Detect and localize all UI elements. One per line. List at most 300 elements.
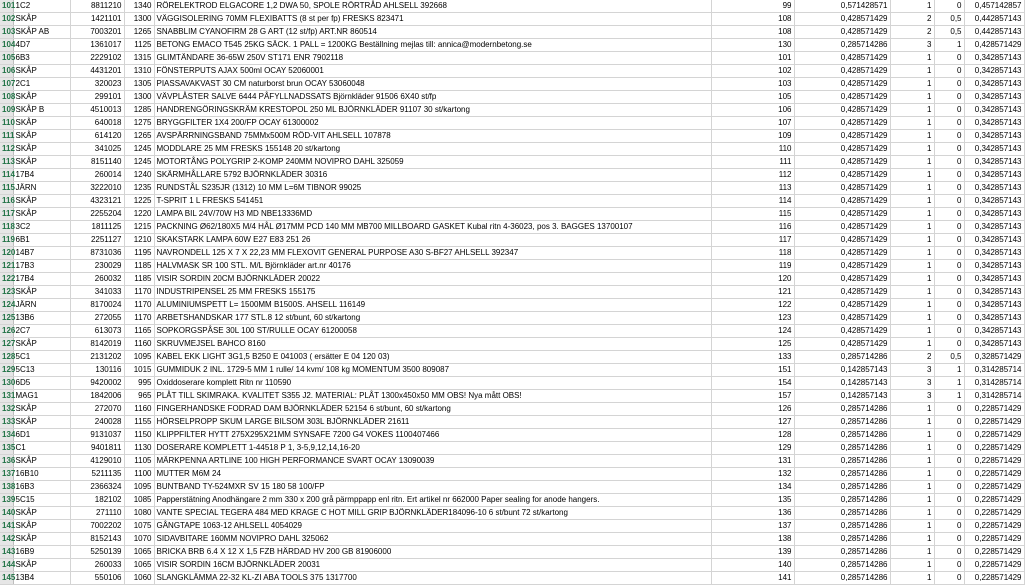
cell-score[interactable]: 0,228571429 (964, 481, 1024, 494)
cell-score[interactable]: 0,228571429 (964, 429, 1024, 442)
cell-article-number[interactable]: 271110 (70, 507, 124, 520)
cell-factor[interactable]: 1 (934, 364, 964, 377)
cell-count[interactable]: 1075 (124, 520, 154, 533)
cell-location[interactable]: 2C1 (13, 78, 70, 91)
cell-ratio[interactable]: 0,428571429 (794, 78, 890, 91)
cell-location[interactable]: SKÅP (13, 286, 70, 299)
cell-score[interactable]: 0,342857143 (964, 65, 1024, 78)
cell-score[interactable]: 0,228571429 (964, 455, 1024, 468)
cell-ratio[interactable]: 0,428571429 (794, 13, 890, 26)
cell-factor[interactable]: 1 (934, 390, 964, 403)
cell-article-number[interactable]: 5250139 (70, 546, 124, 559)
cell-score[interactable]: 0,457142857 (964, 0, 1024, 13)
cell-quantity[interactable]: 1 (890, 143, 934, 156)
cell-location[interactable]: C1 (13, 442, 70, 455)
cell-rank[interactable]: 141 (711, 572, 794, 585)
cell-article-number[interactable]: 7003201 (70, 26, 124, 39)
cell-count[interactable]: 1095 (124, 351, 154, 364)
cell-rank[interactable]: 120 (711, 273, 794, 286)
cell-location[interactable]: SKÅP (13, 143, 70, 156)
cell-ratio[interactable]: 0,285714286 (794, 442, 890, 455)
cell-description[interactable]: VISIR SORDIN 20CM BJÖRNKLÄDER 20022 (154, 273, 711, 286)
cell-description[interactable]: BUNTBAND TY-524MXR SV 15 180 58 100/FP (154, 481, 711, 494)
cell-quantity[interactable]: 1 (890, 572, 934, 585)
cell-score[interactable]: 0,342857143 (964, 273, 1024, 286)
cell-ratio[interactable]: 0,428571429 (794, 65, 890, 78)
cell-count[interactable]: 1015 (124, 364, 154, 377)
cell-rank[interactable]: 129 (711, 442, 794, 455)
cell-factor[interactable]: 0 (934, 507, 964, 520)
cell-location[interactable]: SKÅP (13, 533, 70, 546)
cell-score[interactable]: 0,342857143 (964, 195, 1024, 208)
cell-score[interactable]: 0,342857143 (964, 91, 1024, 104)
cell-ratio[interactable]: 0,285714286 (794, 351, 890, 364)
cell-ratio[interactable]: 0,285714286 (794, 572, 890, 585)
row-header[interactable]: 126 (0, 325, 13, 338)
cell-description[interactable]: SKRUVMEJSEL BAHCO 8160 (154, 338, 711, 351)
cell-score[interactable]: 0,342857143 (964, 247, 1024, 260)
cell-factor[interactable]: 0 (934, 403, 964, 416)
cell-location[interactable]: SKÅP AB (13, 26, 70, 39)
cell-count[interactable]: 1085 (124, 494, 154, 507)
cell-article-number[interactable]: 272055 (70, 312, 124, 325)
cell-location[interactable]: 5C13 (13, 364, 70, 377)
cell-factor[interactable]: 0 (934, 247, 964, 260)
cell-ratio[interactable]: 0,285714286 (794, 455, 890, 468)
cell-description[interactable]: Oxiddoserare komplett Ritn nr 110590 (154, 377, 711, 390)
row-header[interactable]: 104 (0, 39, 13, 52)
cell-location[interactable]: SKÅP (13, 403, 70, 416)
cell-rank[interactable]: 113 (711, 182, 794, 195)
row-header[interactable]: 111 (0, 130, 13, 143)
cell-ratio[interactable]: 0,428571429 (794, 299, 890, 312)
row-header[interactable]: 114 (0, 169, 13, 182)
row-header[interactable]: 103 (0, 26, 13, 39)
cell-count[interactable]: 1235 (124, 182, 154, 195)
cell-description[interactable]: BETONG EMACO T545 25KG SÄCK. 1 PALL = 1200KG Beställning mejlas till: annica@modernbetong.se (154, 39, 711, 52)
cell-factor[interactable]: 0 (934, 416, 964, 429)
cell-factor[interactable]: 0 (934, 52, 964, 65)
cell-ratio[interactable]: 0,428571429 (794, 221, 890, 234)
cell-ratio[interactable]: 0,428571429 (794, 104, 890, 117)
cell-factor[interactable]: 0 (934, 572, 964, 585)
cell-rank[interactable]: 134 (711, 481, 794, 494)
cell-description[interactable]: SNABBLIM CYANOFIRM 28 G ART (12 st/fp) ART.NR 860514 (154, 26, 711, 39)
cell-ratio[interactable]: 0,142857143 (794, 364, 890, 377)
cell-rank[interactable]: 103 (711, 78, 794, 91)
cell-quantity[interactable]: 1 (890, 494, 934, 507)
cell-article-number[interactable]: 4323121 (70, 195, 124, 208)
cell-quantity[interactable]: 2 (890, 351, 934, 364)
cell-ratio[interactable]: 0,571428571 (794, 0, 890, 13)
cell-location[interactable]: SKÅP (13, 520, 70, 533)
cell-rank[interactable]: 118 (711, 247, 794, 260)
cell-count[interactable]: 1310 (124, 65, 154, 78)
cell-location[interactable]: 2C7 (13, 325, 70, 338)
row-header[interactable]: 125 (0, 312, 13, 325)
cell-rank[interactable]: 140 (711, 559, 794, 572)
row-header[interactable]: 132 (0, 403, 13, 416)
cell-quantity[interactable]: 3 (890, 377, 934, 390)
cell-rank[interactable]: 99 (711, 0, 794, 13)
cell-rank[interactable]: 101 (711, 52, 794, 65)
cell-score[interactable]: 0,442857143 (964, 13, 1024, 26)
cell-ratio[interactable]: 0,285714286 (794, 494, 890, 507)
cell-quantity[interactable]: 1 (890, 78, 934, 91)
cell-count[interactable]: 1265 (124, 130, 154, 143)
row-header[interactable]: 139 (0, 494, 13, 507)
cell-count[interactable]: 1195 (124, 247, 154, 260)
cell-score[interactable]: 0,328571429 (964, 351, 1024, 364)
cell-factor[interactable]: 0 (934, 481, 964, 494)
cell-article-number[interactable]: 2229102 (70, 52, 124, 65)
cell-count[interactable]: 1225 (124, 195, 154, 208)
cell-location[interactable]: SKÅP (13, 156, 70, 169)
cell-score[interactable]: 0,228571429 (964, 416, 1024, 429)
cell-score[interactable]: 0,342857143 (964, 312, 1024, 325)
cell-score[interactable]: 0,342857143 (964, 78, 1024, 91)
cell-ratio[interactable]: 0,285714286 (794, 520, 890, 533)
cell-article-number[interactable]: 8811210 (70, 0, 124, 13)
cell-ratio[interactable]: 0,428571429 (794, 182, 890, 195)
cell-ratio[interactable]: 0,428571429 (794, 234, 890, 247)
cell-article-number[interactable]: 550106 (70, 572, 124, 585)
cell-quantity[interactable]: 1 (890, 169, 934, 182)
cell-article-number[interactable]: 4510013 (70, 104, 124, 117)
cell-score[interactable]: 0,342857143 (964, 234, 1024, 247)
cell-description[interactable]: ALUMINIUMSPETT L= 1500MM B1500S. AHSELL 116149 (154, 299, 711, 312)
cell-location[interactable]: SKÅP (13, 91, 70, 104)
cell-factor[interactable]: 1 (934, 39, 964, 52)
cell-count[interactable]: 1245 (124, 143, 154, 156)
cell-quantity[interactable]: 1 (890, 286, 934, 299)
cell-article-number[interactable]: 8142019 (70, 338, 124, 351)
cell-ratio[interactable]: 0,285714286 (794, 429, 890, 442)
cell-count[interactable]: 1100 (124, 468, 154, 481)
cell-rank[interactable]: 105 (711, 91, 794, 104)
cell-ratio[interactable]: 0,428571429 (794, 286, 890, 299)
cell-location[interactable]: SKÅP B (13, 104, 70, 117)
cell-score[interactable]: 0,228571429 (964, 507, 1024, 520)
cell-location[interactable]: 6D1 (13, 429, 70, 442)
cell-score[interactable]: 0,342857143 (964, 338, 1024, 351)
cell-score[interactable]: 0,342857143 (964, 130, 1024, 143)
cell-ratio[interactable]: 0,428571429 (794, 130, 890, 143)
cell-article-number[interactable]: 1421101 (70, 13, 124, 26)
cell-ratio[interactable]: 0,428571429 (794, 143, 890, 156)
cell-rank[interactable]: 154 (711, 377, 794, 390)
cell-ratio[interactable]: 0,428571429 (794, 156, 890, 169)
cell-location[interactable]: JÄRN (13, 182, 70, 195)
cell-count[interactable]: 1300 (124, 13, 154, 26)
cell-description[interactable]: LAMPA BIL 24V/70W H3 MD NBE13336MD (154, 208, 711, 221)
cell-quantity[interactable]: 1 (890, 0, 934, 13)
cell-rank[interactable]: 130 (711, 39, 794, 52)
cell-rank[interactable]: 106 (711, 104, 794, 117)
cell-quantity[interactable]: 1 (890, 208, 934, 221)
cell-article-number[interactable]: 8152143 (70, 533, 124, 546)
cell-score[interactable]: 0,314285714 (964, 390, 1024, 403)
cell-factor[interactable]: 0 (934, 312, 964, 325)
cell-description[interactable]: VÄGGISOLERING 70MM FLEXIBATTS (8 st per fp) FRESKS 823471 (154, 13, 711, 26)
cell-article-number[interactable]: 182102 (70, 494, 124, 507)
cell-article-number[interactable]: 5211135 (70, 468, 124, 481)
cell-count[interactable]: 1315 (124, 52, 154, 65)
cell-count[interactable]: 1265 (124, 26, 154, 39)
cell-ratio[interactable]: 0,285714286 (794, 533, 890, 546)
cell-factor[interactable]: 0 (934, 442, 964, 455)
cell-score[interactable]: 0,342857143 (964, 52, 1024, 65)
cell-count[interactable]: 1305 (124, 78, 154, 91)
cell-article-number[interactable]: 320023 (70, 78, 124, 91)
row-header[interactable]: 123 (0, 286, 13, 299)
cell-score[interactable]: 0,342857143 (964, 286, 1024, 299)
cell-article-number[interactable]: 9420002 (70, 377, 124, 390)
row-header[interactable]: 119 (0, 234, 13, 247)
cell-description[interactable]: T-SPRIT 1 L FRESKS 541451 (154, 195, 711, 208)
cell-description[interactable]: SKÄRMHÅLLARE 5792 BJÖRNKLÄDER 30316 (154, 169, 711, 182)
cell-factor[interactable]: 0 (934, 455, 964, 468)
cell-factor[interactable]: 0 (934, 338, 964, 351)
cell-score[interactable]: 0,342857143 (964, 117, 1024, 130)
cell-quantity[interactable]: 1 (890, 273, 934, 286)
cell-factor[interactable]: 0 (934, 65, 964, 78)
cell-factor[interactable]: 1 (934, 377, 964, 390)
cell-factor[interactable]: 0 (934, 468, 964, 481)
cell-quantity[interactable]: 1 (890, 91, 934, 104)
cell-score[interactable]: 0,342857143 (964, 299, 1024, 312)
cell-ratio[interactable]: 0,428571429 (794, 260, 890, 273)
cell-count[interactable]: 965 (124, 390, 154, 403)
row-header[interactable]: 105 (0, 52, 13, 65)
cell-count[interactable]: 1240 (124, 169, 154, 182)
cell-rank[interactable]: 133 (711, 351, 794, 364)
cell-description[interactable]: VISIR SORDIN 16CM BJÖRNKLÄDER 20031 (154, 559, 711, 572)
cell-quantity[interactable]: 1 (890, 533, 934, 546)
cell-article-number[interactable]: 260032 (70, 273, 124, 286)
cell-article-number[interactable]: 130116 (70, 364, 124, 377)
cell-article-number[interactable]: 2366324 (70, 481, 124, 494)
cell-description[interactable]: GUMMIDUK 2 INL. 1729-5 MM 1 rulle/ 14 kvm/ 108 kg MOMENTUM 3500 809087 (154, 364, 711, 377)
cell-count[interactable]: 1275 (124, 117, 154, 130)
row-header[interactable]: 102 (0, 13, 13, 26)
cell-rank[interactable]: 127 (711, 416, 794, 429)
cell-quantity[interactable]: 3 (890, 364, 934, 377)
row-header[interactable]: 124 (0, 299, 13, 312)
cell-count[interactable]: 1170 (124, 286, 154, 299)
cell-description[interactable]: KLIPPFILTER HYTT 275X295X21MM SYNSAFE 7200 G4 VOKES 1100407466 (154, 429, 711, 442)
cell-article-number[interactable]: 2251127 (70, 234, 124, 247)
cell-count[interactable]: 1150 (124, 429, 154, 442)
cell-description[interactable]: VANTE SPECIAL TEGERA 484 MED KRAGE C HOT MILL GRIP BJÖRNKLÄDER184096-10 6 st/bunt 72 st/kartong (154, 507, 711, 520)
row-header[interactable]: 135 (0, 442, 13, 455)
cell-factor[interactable]: 0 (934, 559, 964, 572)
cell-rank[interactable]: 110 (711, 143, 794, 156)
cell-rank[interactable]: 111 (711, 156, 794, 169)
cell-article-number[interactable]: 614120 (70, 130, 124, 143)
cell-quantity[interactable]: 2 (890, 26, 934, 39)
cell-quantity[interactable]: 1 (890, 325, 934, 338)
cell-count[interactable]: 1245 (124, 156, 154, 169)
cell-quantity[interactable]: 1 (890, 65, 934, 78)
cell-count[interactable]: 1105 (124, 455, 154, 468)
cell-quantity[interactable]: 1 (890, 546, 934, 559)
cell-factor[interactable]: 0 (934, 494, 964, 507)
cell-description[interactable]: AVSPÄRRNINGSBAND 75MMx500M RÖD-VIT AHLSELL 107878 (154, 130, 711, 143)
cell-article-number[interactable]: 2255204 (70, 208, 124, 221)
cell-count[interactable]: 1130 (124, 442, 154, 455)
cell-description[interactable]: HALVMASK SR 100 STL. M/L Björnkläder art.nr 40176 (154, 260, 711, 273)
cell-location[interactable]: MAG1 (13, 390, 70, 403)
cell-count[interactable]: 1215 (124, 221, 154, 234)
cell-rank[interactable]: 114 (711, 195, 794, 208)
cell-quantity[interactable]: 1 (890, 156, 934, 169)
cell-location[interactable]: 14B7 (13, 247, 70, 260)
cell-ratio[interactable]: 0,428571429 (794, 273, 890, 286)
cell-article-number[interactable]: 4431201 (70, 65, 124, 78)
cell-article-number[interactable]: 272070 (70, 403, 124, 416)
cell-ratio[interactable]: 0,428571429 (794, 195, 890, 208)
cell-score[interactable]: 0,228571429 (964, 533, 1024, 546)
cell-score[interactable]: 0,228571429 (964, 403, 1024, 416)
cell-description[interactable]: FÖNSTERPUTS AJAX 500ml OCAY 52060001 (154, 65, 711, 78)
cell-quantity[interactable]: 1 (890, 429, 934, 442)
cell-description[interactable]: MOTORTÅNG POLYGRIP 2-KOMP 240MM NOVIPRO DAHL 325059 (154, 156, 711, 169)
cell-score[interactable]: 0,314285714 (964, 364, 1024, 377)
cell-location[interactable]: 6D5 (13, 377, 70, 390)
cell-factor[interactable]: 0 (934, 91, 964, 104)
row-header[interactable]: 128 (0, 351, 13, 364)
cell-article-number[interactable]: 260014 (70, 169, 124, 182)
cell-location[interactable]: SKÅP (13, 338, 70, 351)
cell-location[interactable]: 17B4 (13, 169, 70, 182)
row-header[interactable]: 120 (0, 247, 13, 260)
cell-location[interactable]: JÄRN (13, 299, 70, 312)
row-header[interactable]: 145 (0, 572, 13, 585)
cell-rank[interactable]: 157 (711, 390, 794, 403)
cell-quantity[interactable]: 1 (890, 234, 934, 247)
cell-count[interactable]: 1210 (124, 234, 154, 247)
cell-rank[interactable]: 126 (711, 403, 794, 416)
cell-article-number[interactable]: 240028 (70, 416, 124, 429)
cell-quantity[interactable]: 1 (890, 117, 934, 130)
cell-location[interactable]: 17B4 (13, 273, 70, 286)
cell-description[interactable]: PACKNING Ø62/180X5 M/4 HÅL Ø17MM PCD 140 MM MB700 MILLBOARD GASKET Kubal ritn 4-36023, pos 3. BAGGES 13700107 (154, 221, 711, 234)
cell-factor[interactable]: 0 (934, 0, 964, 13)
cell-location[interactable]: SKÅP (13, 130, 70, 143)
cell-count[interactable]: 1165 (124, 325, 154, 338)
cell-factor[interactable]: 0 (934, 533, 964, 546)
cell-factor[interactable]: 0 (934, 325, 964, 338)
row-header[interactable]: 112 (0, 143, 13, 156)
cell-article-number[interactable]: 7002202 (70, 520, 124, 533)
cell-ratio[interactable]: 0,285714286 (794, 403, 890, 416)
cell-quantity[interactable]: 1 (890, 52, 934, 65)
cell-count[interactable]: 1155 (124, 416, 154, 429)
cell-count[interactable]: 1160 (124, 338, 154, 351)
cell-article-number[interactable]: 230029 (70, 260, 124, 273)
cell-description[interactable]: SKAKSTARK LAMPA 60W E27 E83 251 26 (154, 234, 711, 247)
cell-article-number[interactable]: 8731036 (70, 247, 124, 260)
cell-ratio[interactable]: 0,285714286 (794, 39, 890, 52)
cell-location[interactable]: SKÅP (13, 13, 70, 26)
cell-factor[interactable]: 0 (934, 130, 964, 143)
cell-description[interactable]: KABEL EKK LIGHT 3G1,5 B250 E 041003 ( ersätter E 04 120 03) (154, 351, 711, 364)
cell-factor[interactable]: 0 (934, 546, 964, 559)
cell-quantity[interactable]: 1 (890, 559, 934, 572)
cell-factor[interactable]: 0,5 (934, 26, 964, 39)
cell-quantity[interactable]: 3 (890, 390, 934, 403)
cell-ratio[interactable]: 0,428571429 (794, 117, 890, 130)
cell-factor[interactable]: 0 (934, 195, 964, 208)
cell-location[interactable]: 1C2 (13, 0, 70, 13)
row-header[interactable]: 109 (0, 104, 13, 117)
cell-location[interactable]: 5C1 (13, 351, 70, 364)
cell-rank[interactable]: 136 (711, 507, 794, 520)
cell-ratio[interactable]: 0,285714286 (794, 481, 890, 494)
cell-factor[interactable]: 0,5 (934, 351, 964, 364)
cell-description[interactable]: GÅNGTAPE 1063-12 AHLSELL 4054029 (154, 520, 711, 533)
cell-ratio[interactable]: 0,428571429 (794, 52, 890, 65)
cell-count[interactable]: 1170 (124, 299, 154, 312)
cell-location[interactable]: 16B10 (13, 468, 70, 481)
cell-quantity[interactable]: 1 (890, 247, 934, 260)
cell-location[interactable]: SKÅP (13, 208, 70, 221)
row-header[interactable]: 116 (0, 195, 13, 208)
cell-description[interactable]: MODDLARE 25 MM FRESKS 155148 20 st/kartong (154, 143, 711, 156)
cell-score[interactable]: 0,342857143 (964, 325, 1024, 338)
cell-quantity[interactable]: 1 (890, 260, 934, 273)
cell-factor[interactable]: 0 (934, 78, 964, 91)
cell-ratio[interactable]: 0,428571429 (794, 312, 890, 325)
cell-quantity[interactable]: 1 (890, 221, 934, 234)
cell-rank[interactable]: 131 (711, 455, 794, 468)
cell-score[interactable]: 0,228571429 (964, 520, 1024, 533)
cell-factor[interactable]: 0 (934, 104, 964, 117)
cell-ratio[interactable]: 0,428571429 (794, 338, 890, 351)
row-header[interactable]: 122 (0, 273, 13, 286)
row-header[interactable]: 107 (0, 78, 13, 91)
cell-factor[interactable]: 0 (934, 156, 964, 169)
cell-ratio[interactable]: 0,428571429 (794, 208, 890, 221)
cell-ratio[interactable]: 0,428571429 (794, 26, 890, 39)
cell-location[interactable]: 5C15 (13, 494, 70, 507)
cell-count[interactable]: 1070 (124, 533, 154, 546)
cell-score[interactable]: 0,342857143 (964, 104, 1024, 117)
row-header[interactable]: 142 (0, 533, 13, 546)
cell-article-number[interactable]: 9401811 (70, 442, 124, 455)
cell-ratio[interactable]: 0,428571429 (794, 247, 890, 260)
cell-location[interactable]: 16B9 (13, 546, 70, 559)
cell-article-number[interactable]: 2131202 (70, 351, 124, 364)
cell-description[interactable]: HÖRSELPROPP SKUM LARGE BILSOM 303L BJÖRNKLÄDER 21611 (154, 416, 711, 429)
cell-rank[interactable]: 108 (711, 13, 794, 26)
cell-location[interactable]: SKÅP (13, 195, 70, 208)
cell-description[interactable]: GLIMTÄNDARE 36-65W 250V ST171 ENR 7902118 (154, 52, 711, 65)
cell-description[interactable]: Papperstätning Anodhängare 2 mm 330 x 200 grå pärmppapp enl ritn. Ert artikel nr 662000 Paper sealing for anode hangers. (154, 494, 711, 507)
cell-description[interactable]: MÄRKPENNA ARTLINE 100 HIGH PERFORMANCE SVART OCAY 13090039 (154, 455, 711, 468)
cell-score[interactable]: 0,228571429 (964, 442, 1024, 455)
cell-score[interactable]: 0,228571429 (964, 468, 1024, 481)
cell-description[interactable]: PIASSAVAKVAST 30 CM naturborst brun OCAY 53060048 (154, 78, 711, 91)
cell-score[interactable]: 0,342857143 (964, 221, 1024, 234)
cell-count[interactable]: 1060 (124, 572, 154, 585)
cell-quantity[interactable]: 1 (890, 481, 934, 494)
cell-score[interactable]: 0,342857143 (964, 169, 1024, 182)
cell-location[interactable]: 13B6 (13, 312, 70, 325)
cell-location[interactable]: 6B3 (13, 52, 70, 65)
cell-count[interactable]: 1300 (124, 91, 154, 104)
